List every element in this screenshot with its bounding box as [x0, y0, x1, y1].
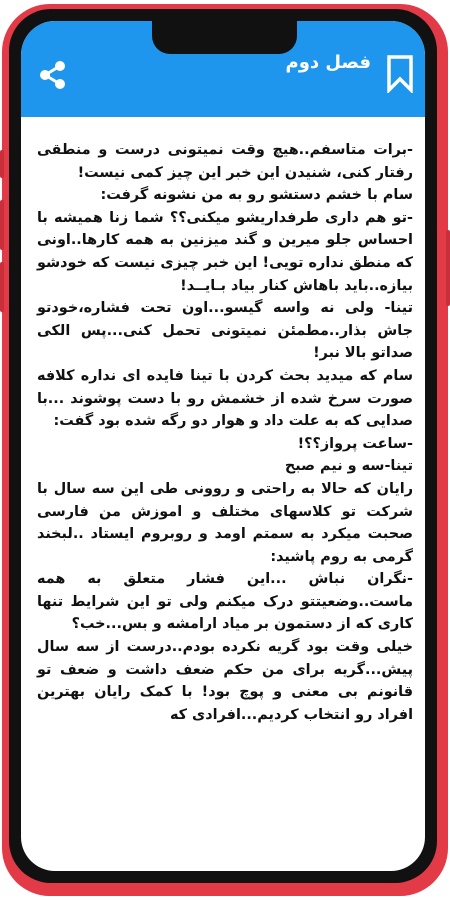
phone-bezel [9, 9, 437, 883]
share-icon[interactable] [37, 59, 69, 91]
phone-screen [21, 21, 425, 871]
paragraph: -برات متاسفم..هیچ وقت نمیتونی درست و منطقی رفتار کنی، شنیدن این خبر این چیز کمی نیست! [37, 142, 413, 181]
phone-notch [152, 21, 297, 54]
paragraph: تینا- ولی نه واسه گیسو...اون تحت فشاره،خودتو جاش بذار..مطمئن نمیتونی تحمل کنی...پس الکی صداتو بالا نبر! [37, 300, 413, 362]
paragraph: -نگران نباش ...این فشار متعلق به همه ماست..وضعیتتو درک میکنم ولی تو این شرایط تنها کاری که از دستمون بر میاد ارامشه و بس...خب؟ [37, 571, 413, 633]
phone-side-button [0, 150, 4, 178]
paragraph: سام که میدید بحث کردن با تینا فایده ای نداره کلافه صورت سرخ شده از خشمش رو با دست پوشوند ...با صدایی که به علت داد و هوار دو رگه شده بود گفت: [37, 367, 413, 430]
paragraph: -ساعت پرواز؟؟! [297, 435, 413, 452]
paragraph: سام با خشم دستشو رو به من نشونه گرفت: [100, 187, 413, 204]
paragraph: -تو هم داری طرفداریشو میکنی؟؟ شما زنا همیشه با احساس جلو میرین و گند میزنین به همه کارها..اونی که منطق نداره تویی! این خبر چیزی نیست که خودشو بیازه..باید باهاش کنار بیاد بـایــد! [37, 209, 413, 294]
phone-volume-down-button [0, 262, 4, 312]
chapter-text [37, 139, 413, 859]
paragraph: خیلی وقت بود گریه نکرده بودم..درست از سه سال پیش...گریه برای من حکم ضعف داشت و ضعف تو قانونم بی معنی و پوچ بود! با کمک رایان بهترین افراد رو انتخاب کردیم...افرادی که [37, 639, 413, 723]
chapter-title: فصل دوم [285, 52, 371, 73]
phone-power-button [446, 230, 450, 306]
phone-volume-up-button [0, 200, 4, 250]
paragraph: تینا-سه و نیم صبح [284, 458, 413, 475]
bookmark-icon[interactable] [387, 55, 413, 93]
paragraph: رایان که حالا به راحتی و روونی طی این سه سال با شرکت تو کلاسهای مختلف و اموزش من فارسی صحبت میکرد به سمتم اومد و روبروم ایستاد ..لبخند گرمی به روم پاشید: [37, 480, 413, 565]
